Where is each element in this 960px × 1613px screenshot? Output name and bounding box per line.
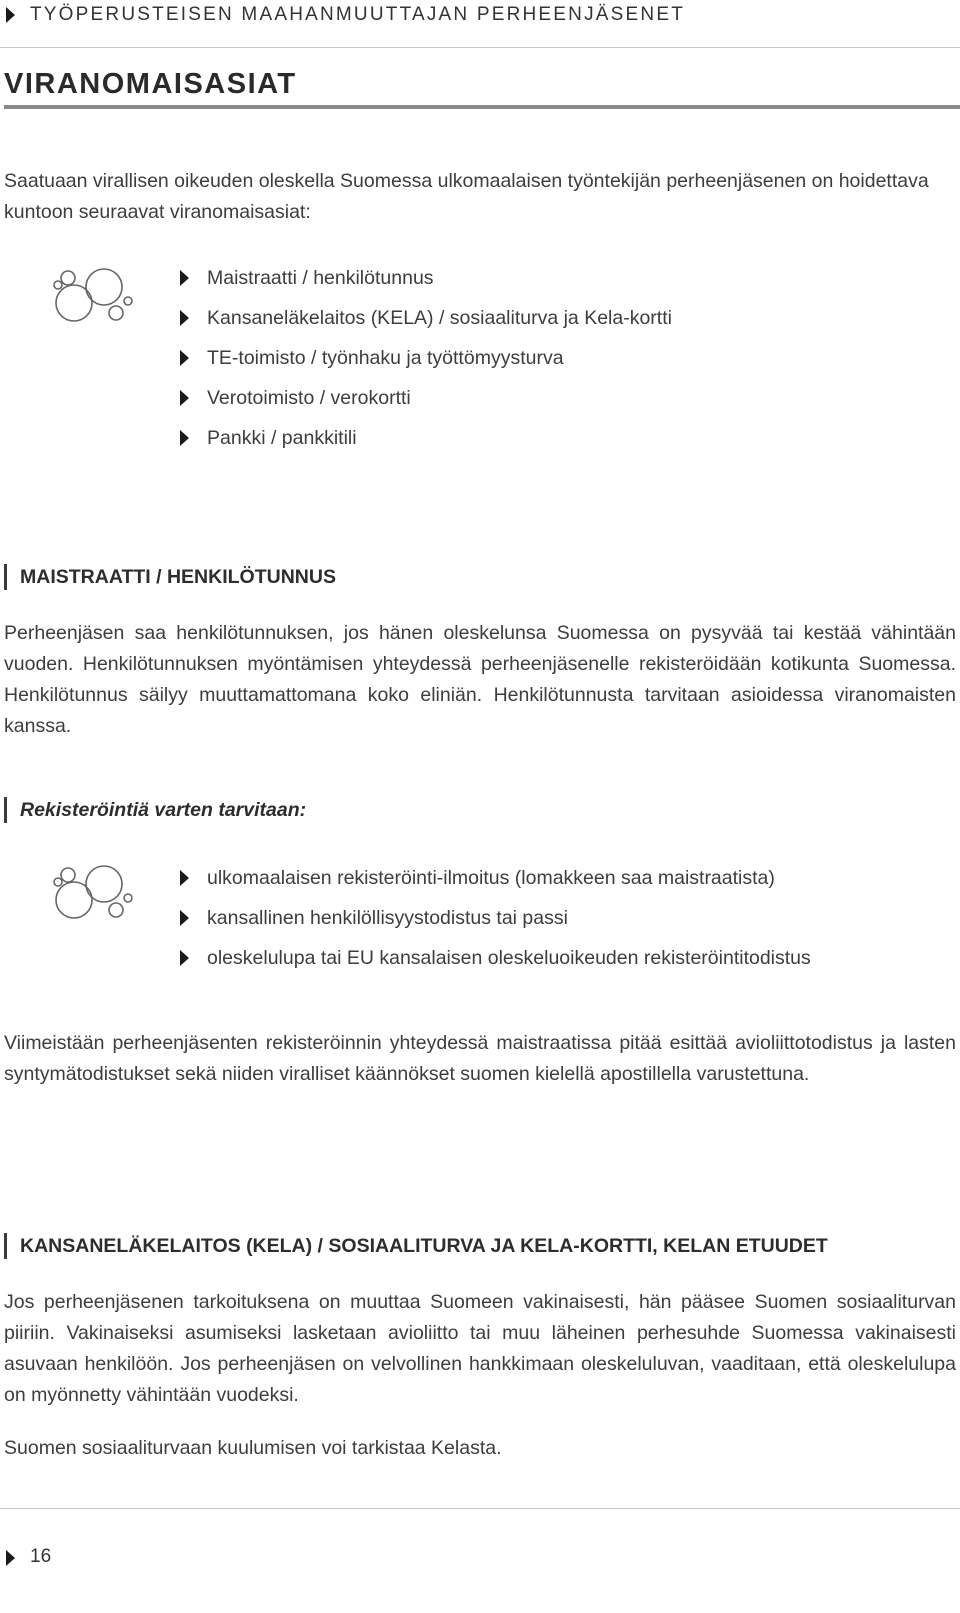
section-heading-maistraatti: MAISTRAATTI / HENKILÖTUNNUS [4, 564, 336, 590]
footer-divider [0, 1508, 960, 1509]
list-item: Kansaneläkelaitos (KELA) / sosiaaliturva ja Kela-kortti [180, 298, 672, 338]
page-title: VIRANOMAISASIAT [4, 68, 297, 100]
section-kela-body: Jos perheenjäsenen tarkoituksena on muuttaa Suomeen vakinaisesti, hän pääsee Suomen sosiaaliturvan piiriin. Vakinaiseksi asumiseksi lasketaan avioliitto tai muu läheinen perhesuhde Suomessa vakinaisesti asuvaan henkilöön. Jos perheenjäsen on velvollinen hankkimaan oleskeluluvan, vaaditaan, että oleskelulupa on myönnetty vähintään vuodeksi. [4, 1291, 956, 1406]
bubbles-icon [52, 862, 142, 932]
list-item: ulkomaalaisen rekisteröinti-ilmoitus (lomakkeen saa maistraatista) [180, 858, 811, 898]
triangle-right-icon [180, 350, 189, 366]
list-item: TE-toimisto / työnhaku ja työttömyysturva [180, 338, 672, 378]
list-item: kansallinen henkilöllisyystodistus tai passi [180, 898, 811, 938]
list-item: oleskelulupa tai EU kansalaisen oleskeluoikeuden rekisteröintitodistus [180, 938, 811, 978]
triangle-right-icon [180, 870, 189, 886]
triangle-right-icon [6, 7, 15, 23]
running-title: TYÖPERUSTEISEN MAAHANMUUTTAJAN PERHEENJÄSENET [30, 4, 686, 25]
triangle-right-icon [180, 430, 189, 446]
triangle-right-icon [180, 310, 189, 326]
triangle-right-icon [180, 270, 189, 286]
section-maistraatti-body: Perheenjäsen saa henkilötunnuksen, jos hänen oleskelunsa Suomessa on pysyvää tai kestää vähintään vuoden. Henkilötunnuksen myöntämisen yhteydessä perheenjäsenelle rekisteröidään kotikunta Suomessa. Henkilötunnus säilyy muuttamattomana koko eliniän. Henkilötunnusta tarvitaan asioidessa viranomaisten kanssa. [4, 622, 956, 737]
list-item: Maistraatti / henkilötunnus [180, 258, 672, 298]
list-item: Pankki / pankkitili [180, 418, 672, 458]
authority-list [180, 258, 672, 458]
section-kela-note: Suomen sosiaaliturvaan kuulumisen voi tarkistaa Kelasta. [4, 1437, 502, 1459]
registration-list [180, 858, 811, 978]
triangle-right-icon [180, 910, 189, 926]
title-divider [4, 105, 960, 109]
section-heading-kela: KANSANELÄKELAITOS (KELA) / SOSIAALITURVA JA KELA-KORTTI, KELAN ETUUDET [4, 1233, 828, 1259]
page-number: 16 [30, 1546, 52, 1567]
intro-paragraph: Saatuaan virallisen oikeuden oleskella Suomessa ulkomaalaisen työntekijän perheenjäsenen on hoidettava kuntoon seuraavat viranomaisasiat: [4, 170, 929, 223]
triangle-right-icon [180, 390, 189, 406]
list-item: Verotoimisto / verokortti [180, 378, 672, 418]
registration-note: Viimeistään perheenjäsenten rekisteröinnin yhteydessä maistraatissa pitää esittää avioliittotodistus ja lasten syntymätodistukset sekä niiden viralliset käännökset suomen kielellä apostillella varustettuna. [4, 1032, 956, 1085]
registration-heading: Rekisteröintiä varten tarvitaan: [4, 797, 306, 823]
triangle-right-icon [6, 1550, 15, 1566]
bubbles-icon [52, 265, 142, 335]
triangle-right-icon [180, 950, 189, 966]
